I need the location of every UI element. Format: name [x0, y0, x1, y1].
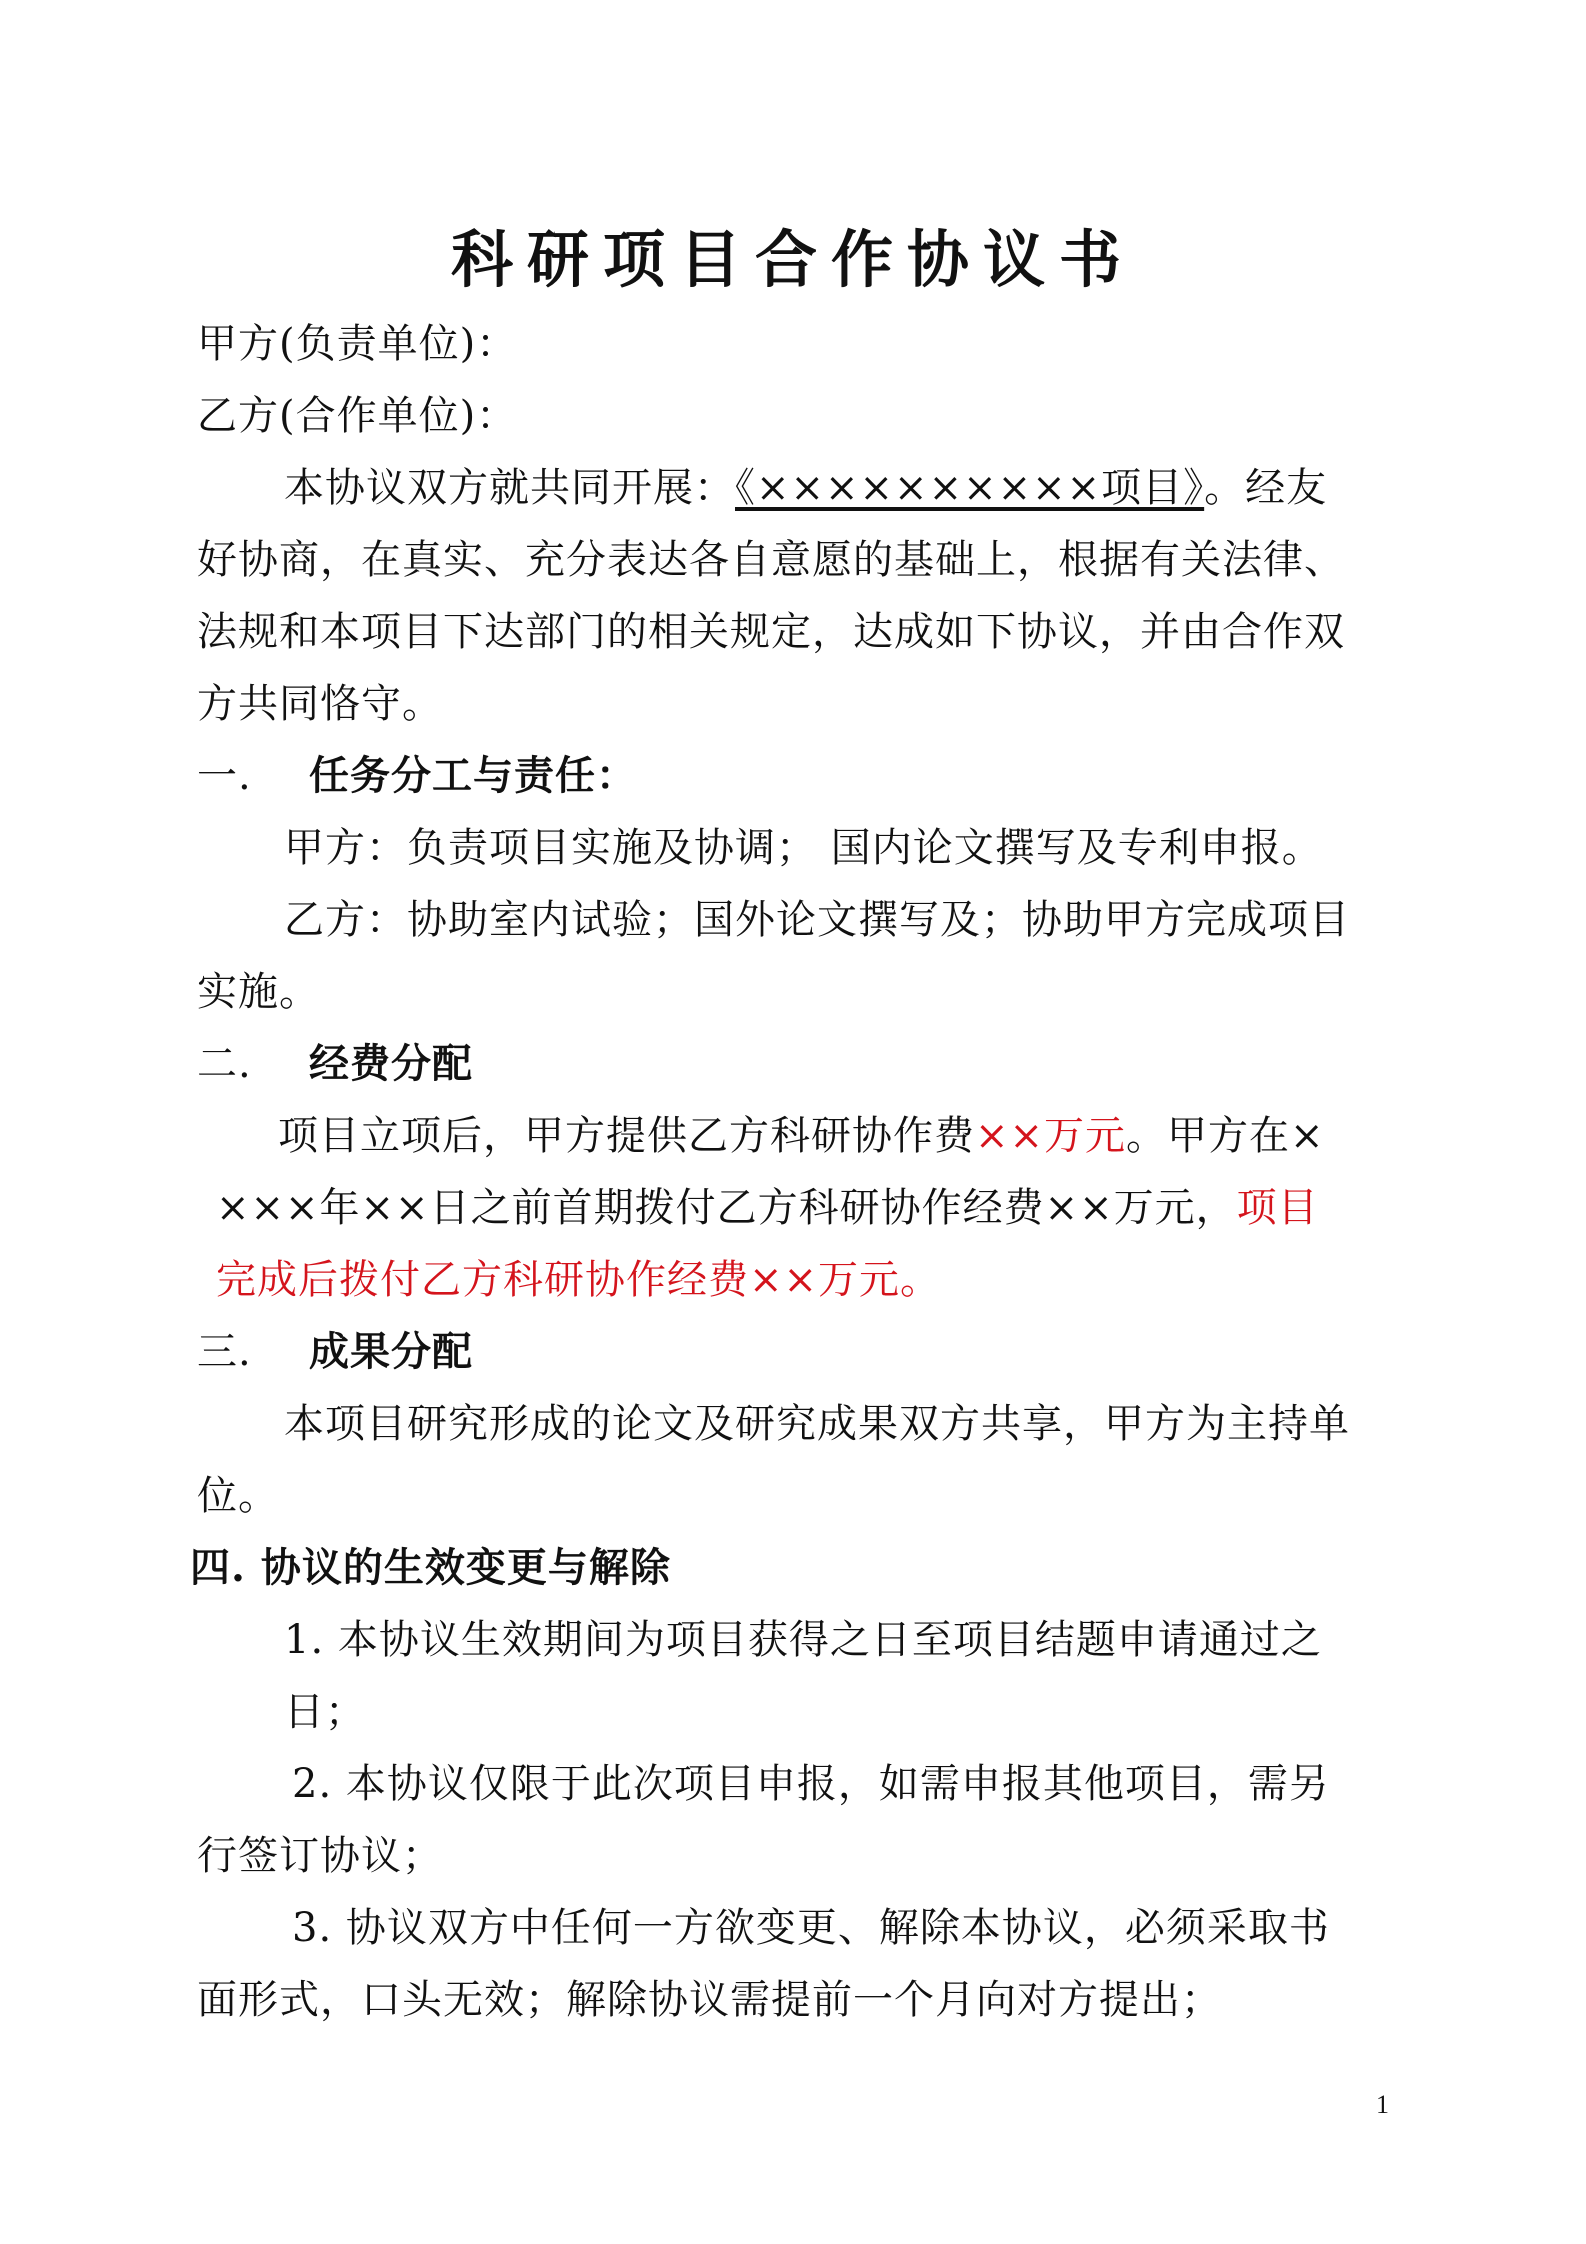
section-1-party-b-line-2: 实施。: [197, 969, 320, 1015]
section-1-party-b-line-1: 乙方：协助室内试验；国外论文撰写及；协助甲方完成项目: [284, 897, 1350, 943]
section-3-number: 三.: [197, 1329, 252, 1375]
section-3-title: 成果分配: [309, 1328, 473, 1375]
section-3-line-1: 本项目研究形成的论文及研究成果双方共享，甲方为主持单: [284, 1401, 1350, 1447]
section-2-line-2: [216, 1182, 1319, 1234]
section-1-title: 任务分工与责任：: [309, 752, 637, 799]
section-4-item-2-line-2: 行签订协议；: [197, 1833, 443, 1879]
project-name: 《××××××××××项目》: [735, 465, 1205, 511]
section-1-party-a: 甲方：负责项目实施及协调； 国内论文撰写及专利申报。: [284, 825, 1323, 871]
section-1-number: 一.: [197, 753, 252, 799]
intro-line-1: [284, 462, 1327, 514]
section-4-item-3-line-2: 面形式，口头无效；解除协议需提前一个月向对方提出；: [197, 1977, 1222, 2023]
section-2-line-1b: 。甲方在×: [1126, 1113, 1325, 1159]
section-4-item-1-line-1: 1. 本协议生效期间为项目获得之日至项目结题申请通过之: [284, 1617, 1322, 1663]
party-b-line: 乙方(合作单位)：: [197, 393, 518, 439]
intro-line-2: 好协商，在真实、充分表达各自意愿的基础上，根据有关法律、: [197, 537, 1345, 583]
section-2-amount: ××万元: [975, 1113, 1127, 1159]
section-2-line-3: 完成后拨付乙方科研协作经费××万元。: [216, 1257, 942, 1303]
section-4-item-1-line-2: 日；: [284, 1689, 366, 1735]
section-4-heading: 四. 协议的生效变更与解除: [190, 1544, 671, 1591]
party-a-line: 甲方(负责单位)：: [197, 321, 518, 367]
section-3-line-2: 位。: [197, 1473, 279, 1519]
section-2-line-1a: 项目立项后，甲方提供乙方科研协作费: [278, 1113, 975, 1159]
section-2-number: 二.: [197, 1041, 252, 1087]
section-4-item-2-line-1: 2. 本协议仅限于此次项目申报，如需申报其他项目，需另: [292, 1761, 1330, 1807]
section-2-line-2a: ×××年××日之前首期拨付乙方科研协作经费××万元，: [216, 1185, 1237, 1231]
page-number: 1: [1376, 2090, 1389, 2119]
intro-line-4: 方共同恪守。: [197, 681, 443, 727]
intro-prefix: 本协议双方就共同开展：: [284, 465, 735, 511]
section-1-heading: [197, 750, 637, 802]
section-2-line-2-red: 项目: [1236, 1185, 1319, 1231]
document-title: 科研项目合作协议书: [450, 223, 1135, 296]
section-2-title: 经费分配: [309, 1040, 473, 1087]
intro-line-3: 法规和本项目下达部门的相关规定，达成如下协议，并由合作双: [197, 609, 1345, 655]
section-2-heading: [197, 1038, 473, 1090]
section-4-item-3-line-1: 3. 协议双方中任何一方欲变更、解除本协议，必须采取书: [292, 1905, 1330, 1951]
section-3-heading: [197, 1326, 473, 1378]
section-2-line-1: [278, 1110, 1325, 1162]
intro-suffix: 。经友: [1204, 465, 1328, 511]
